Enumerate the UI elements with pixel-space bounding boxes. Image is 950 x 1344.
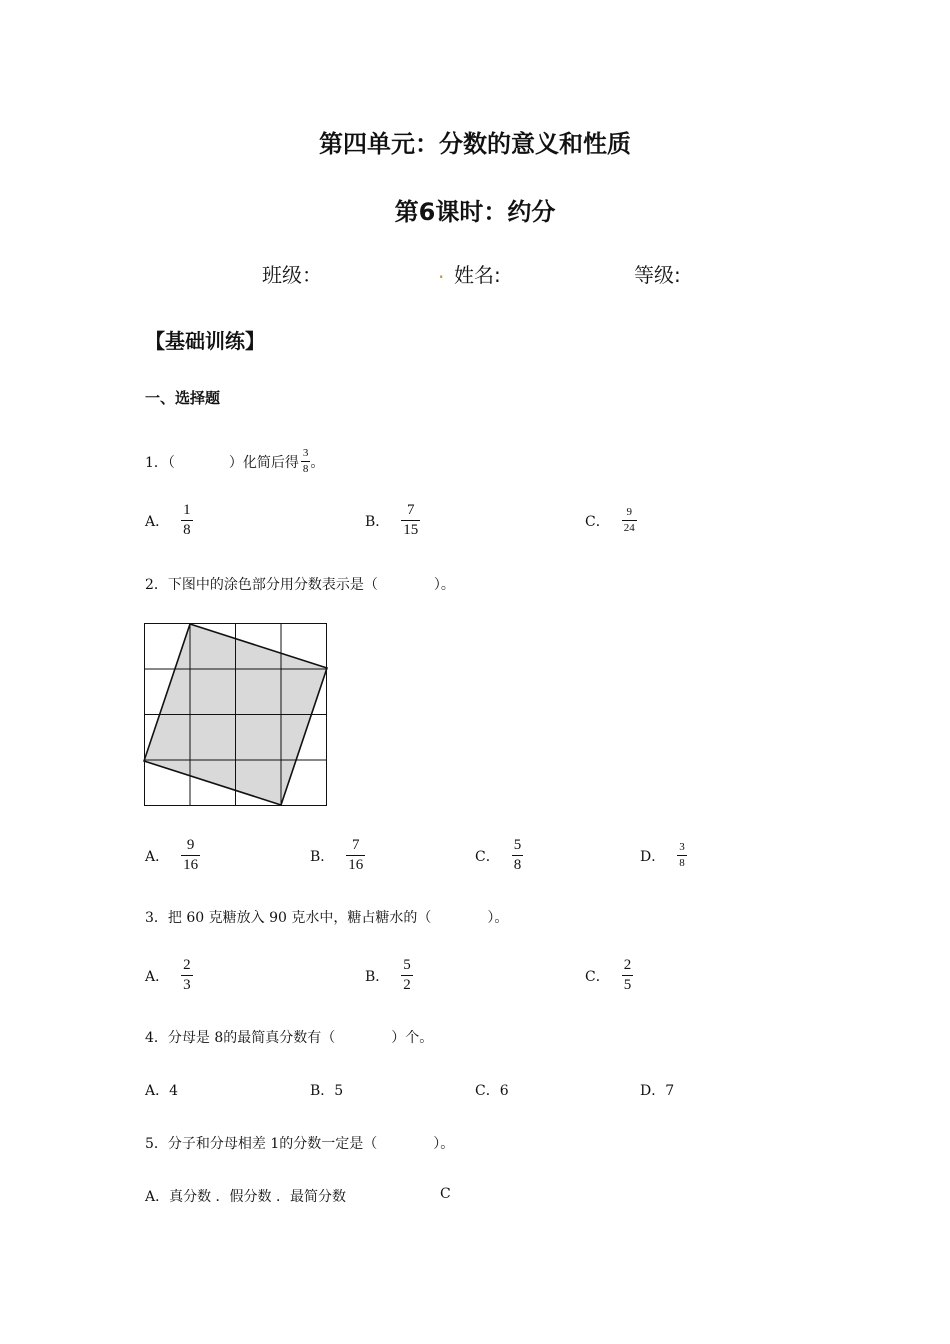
name-label: 姓名: — [454, 263, 501, 287]
answer-blank — [377, 1133, 433, 1153]
option-label: A． — [145, 513, 170, 530]
q4-option-a: A．4 — [145, 1083, 179, 1099]
numerator: 9 — [186, 837, 195, 853]
option-fraction — [512, 838, 524, 873]
option-fraction — [401, 503, 420, 538]
numerator: 7 — [352, 837, 360, 853]
q2-option-b — [310, 838, 365, 873]
option-label: C． — [585, 968, 610, 985]
denominator: 15 — [403, 522, 419, 538]
q2-option-a — [145, 838, 200, 873]
denominator: 3 — [183, 977, 191, 993]
option-label: B． — [310, 848, 335, 865]
answer-blank — [335, 1027, 391, 1047]
q4-option-b: B．5 — [310, 1083, 344, 1099]
q1-option-c — [585, 507, 637, 534]
unit-title: 第四单元：分数的意义和性质 — [319, 130, 631, 158]
q5-options: A．真分数 ．假分数 ．最简分数 — [145, 1189, 347, 1205]
lesson-title: 第6课时：约分 — [394, 198, 556, 226]
option-fraction — [401, 958, 413, 993]
denominator: 16 — [183, 857, 199, 873]
option-label: A． — [145, 968, 170, 985]
question-1-fraction — [301, 448, 311, 475]
question-2-prefix: 2．下图中的涂色部分用分数表示是（ — [145, 577, 378, 593]
q3-option-b — [365, 958, 413, 993]
q5-option-c-fragment: C — [440, 1186, 451, 1202]
option-label: A． — [145, 848, 170, 865]
numerator: 7 — [407, 502, 415, 518]
question-4 — [145, 1027, 433, 1047]
question-1-end: 。 — [310, 454, 325, 471]
question-1-prefix: 1．（ — [145, 454, 175, 471]
option-label: C． — [585, 513, 610, 530]
grid-lines — [145, 624, 327, 806]
option-label: B． — [365, 968, 390, 985]
option-label: B． — [365, 513, 390, 530]
q1-option-b — [365, 503, 420, 538]
denominator: 8 — [513, 857, 522, 873]
class-label: 班级： — [262, 263, 322, 287]
numerator: 3 — [679, 841, 685, 853]
denominator: 24 — [623, 522, 635, 534]
q4-option-c: C．6 — [475, 1083, 509, 1099]
numerator: 5 — [403, 957, 411, 973]
numerator: 3 — [302, 447, 309, 459]
option-fraction — [622, 958, 634, 993]
denominator: 8 — [679, 857, 685, 869]
question-5-suffix: ）。 — [433, 1136, 455, 1152]
numerator: 1 — [183, 502, 191, 518]
denominator: 8 — [302, 463, 309, 475]
grade-label: 等级: — [634, 263, 681, 287]
option-fraction — [346, 838, 365, 873]
separator-dot: . — [438, 259, 445, 283]
numerator: 2 — [183, 957, 191, 973]
section-subtitle: 一、选择题 — [145, 389, 221, 407]
q1-option-a — [145, 503, 193, 538]
q2-option-d — [640, 842, 687, 869]
denominator: 16 — [348, 857, 364, 873]
q3-option-a — [145, 958, 193, 993]
grid-figure — [143, 622, 329, 808]
option-fraction — [622, 507, 637, 534]
option-fraction — [181, 503, 193, 538]
numerator: 9 — [626, 506, 632, 518]
question-4-suffix: ）个。 — [391, 1030, 434, 1046]
option-fraction — [677, 842, 687, 869]
question-1 — [145, 448, 324, 475]
answer-blank — [378, 574, 434, 594]
numerator: 2 — [623, 957, 632, 973]
option-fraction — [181, 838, 200, 873]
option-fraction — [181, 958, 193, 993]
answer-blank — [431, 907, 487, 927]
question-5-prefix: 5．分子和分母相差 1的分数一定是（ — [145, 1136, 378, 1152]
denominator: 5 — [623, 977, 632, 993]
q3-option-c — [585, 958, 633, 993]
numerator: 5 — [513, 837, 522, 853]
question-1-suffix: ）化简后得 — [228, 454, 299, 471]
q2-option-c — [475, 838, 523, 873]
question-3-suffix: ）。 — [487, 910, 509, 926]
question-2-suffix: ）。 — [433, 577, 455, 593]
question-4-prefix: 4．分母是 8的最简真分数有（ — [145, 1030, 336, 1046]
denominator: 8 — [183, 522, 191, 538]
question-3-prefix: 3．把 60 克糖放入 90 克水中，糖占糖水的（ — [145, 910, 432, 926]
q4-option-d: D．7 — [640, 1083, 675, 1099]
option-label: D． — [640, 848, 666, 865]
denominator: 2 — [403, 977, 411, 993]
question-5 — [145, 1133, 454, 1153]
question-2 — [145, 574, 455, 594]
question-3 — [145, 907, 508, 927]
option-label: C． — [475, 848, 500, 865]
section-title: 【基础训练】 — [145, 329, 265, 353]
